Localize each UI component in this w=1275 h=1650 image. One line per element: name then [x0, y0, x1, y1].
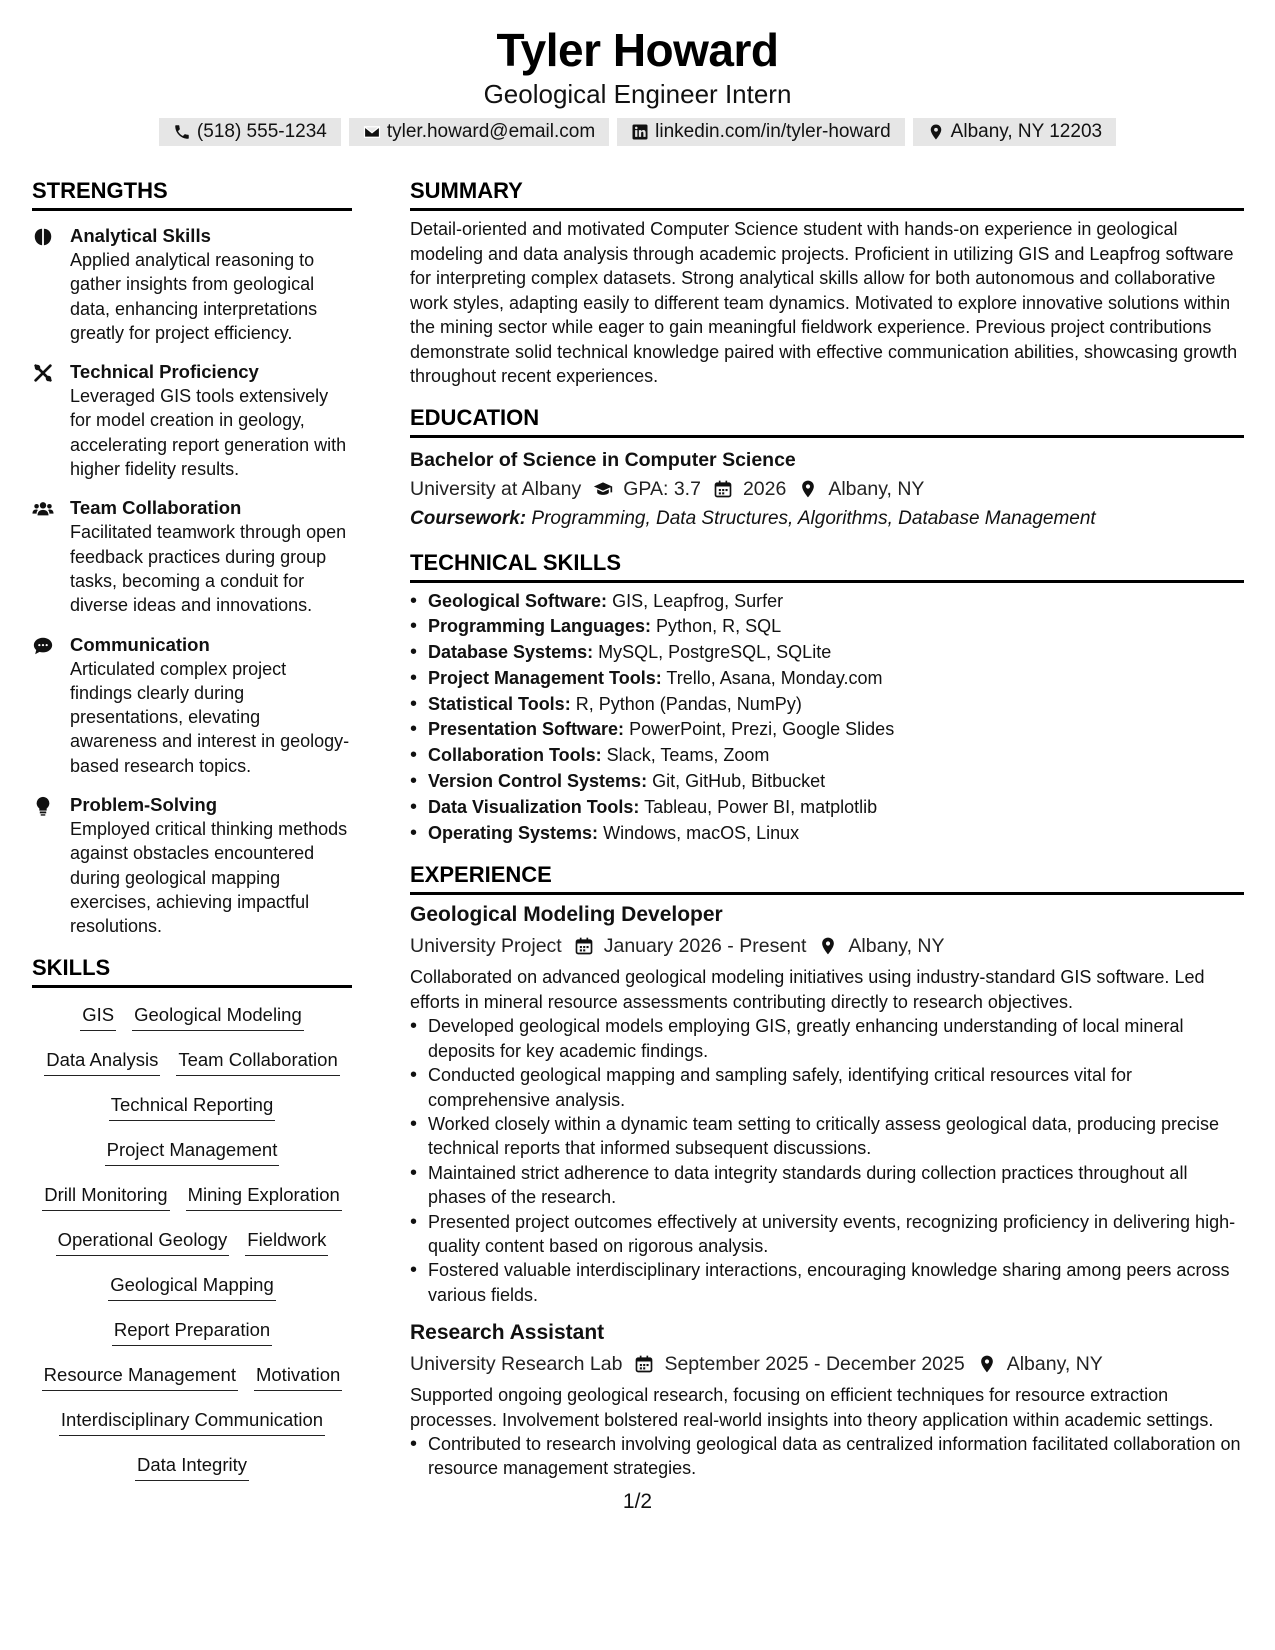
- strength-item: [32, 495, 352, 617]
- list-item: • Worked closely within a dynamic team setting to critically assess geological data, producing precise technical reports that informed subsequent discussions.: [410, 1112, 1244, 1161]
- left-column: [32, 176, 352, 1495]
- technical-skills-list: [410, 589, 1244, 847]
- list-item: • Developed geological models employing GIS, greatly enhancing understanding of local mineral deposits for key academic findings.: [410, 1014, 1244, 1063]
- phone-icon: [173, 123, 191, 141]
- contact-phone[interactable]: [159, 118, 341, 146]
- coursework-label: Coursework:: [410, 507, 527, 529]
- skill-pill: Geological Mapping: [108, 1270, 276, 1301]
- skill-pill: Mining Exploration: [186, 1180, 342, 1211]
- list-item: • Geological Software: GIS, Leapfrog, Surfer: [410, 589, 1244, 615]
- job-meta: [410, 931, 1244, 961]
- job-org: University Project: [410, 935, 562, 958]
- resume-header: [0, 22, 1275, 146]
- skills-list: [32, 1000, 352, 1495]
- map-pin-icon: [977, 1354, 997, 1374]
- job-location: Albany, NY: [1006, 1353, 1103, 1376]
- job-title: Research Assistant: [410, 1321, 605, 1345]
- map-pin-icon: [798, 479, 818, 499]
- strengths-list: [32, 223, 352, 939]
- education-meta: [410, 474, 1244, 504]
- strength-title: Problem-Solving: [70, 794, 217, 816]
- list-item: • Database Systems: MySQL, PostgreSQL, SQLite: [410, 640, 1244, 666]
- skill-pill: Report Preparation: [112, 1315, 272, 1346]
- contact-linkedin-text: linkedin.com/in/tyler-howard: [655, 121, 891, 142]
- list-item: • Statistical Tools: R, Python (Pandas, NumPy): [410, 692, 1244, 718]
- strength-title: Technical Proficiency: [70, 361, 259, 383]
- list-item: • Contributed to research involving geological data as centralized information facilitated collaboration on resource management strategies.: [410, 1432, 1244, 1481]
- strength-desc: Articulated complex project findings clearly during presentations, elevating awareness and interest in geology-based research topics.: [70, 658, 350, 776]
- skill-pill: Technical Reporting: [109, 1090, 275, 1121]
- skill-pill: Geological Modeling: [132, 1000, 304, 1031]
- skill-pill: Data Integrity: [135, 1450, 249, 1481]
- strengths-heading: STRENGTHS: [32, 176, 352, 211]
- list-item: • Version Control Systems: Git, GitHub, Bitbucket: [410, 769, 1244, 795]
- skills-heading: SKILLS: [32, 953, 352, 988]
- job-title: Geological Modeling Developer: [410, 903, 723, 927]
- skill-pill: Project Management: [105, 1135, 280, 1166]
- summary-text: Detail-oriented and motivated Computer Science student with hands-on experience in geological modeling and data analysis through academic projects. Proficient in utilizing GIS and Leapfrog software for interpreting complex datasets. Strong analytical skills allow for both autonomous and collaborative work styles, adapting easily to different team dynamics. Motivated to explore innovative solutions within the mining sector while eager to gain meaningful fieldwork experience. Previous project contributions demonstrate solid technical knowledge paired with effective communication abilities, showcasing growth throughout recent experiences.: [410, 219, 1238, 386]
- education-year: 2026: [742, 477, 787, 500]
- list-item: • Programming Languages: Python, R, SQL: [410, 614, 1244, 640]
- skill-row: [80, 1000, 304, 1045]
- list-item: • Presentation Software: PowerPoint, Prezi, Google Slides: [410, 717, 1244, 743]
- skill-row: [42, 1180, 342, 1225]
- strength-title: Team Collaboration: [70, 497, 242, 519]
- list-item: • Operating Systems: Windows, macOS, Linux: [410, 821, 1244, 847]
- calendar-icon: [574, 936, 594, 956]
- skill-row: [109, 1090, 275, 1135]
- contact-bar: [0, 118, 1275, 146]
- technical-skills-heading: TECHNICAL SKILLS: [410, 548, 1244, 583]
- coursework-list: Programming, Data Structures, Algorithms, Database Management: [531, 507, 1096, 529]
- summary-heading: SUMMARY: [410, 176, 1244, 211]
- strength-title: Communication: [70, 633, 210, 655]
- users-icon: [32, 498, 54, 520]
- calendar-icon: [713, 479, 733, 499]
- contact-location: [913, 118, 1116, 146]
- education-coursework: [410, 504, 1244, 534]
- job-dates: September 2025 - December 2025: [664, 1353, 965, 1376]
- contact-email[interactable]: [349, 118, 609, 146]
- skill-pill: Motivation: [254, 1360, 342, 1391]
- skill-row: [112, 1315, 272, 1360]
- education-gpa: GPA: 3.7: [623, 477, 701, 500]
- page-number: 1/2: [622, 1490, 653, 1513]
- skill-pill: Drill Monitoring: [42, 1180, 169, 1211]
- strength-item: [32, 223, 352, 345]
- strength-desc: Leveraged GIS tools extensively for model creation in geology, accelerating report generation with higher fidelity results.: [70, 386, 347, 480]
- job-entry: [410, 899, 1244, 1307]
- contact-phone-text: (518) 555-1234: [196, 121, 327, 142]
- job-location: Albany, NY: [848, 935, 945, 958]
- job-description: Collaborated on advanced geological modeling initiatives using industry-standard GIS software. Led efforts in mineral resource assessments contributing directly to research objectives.: [410, 967, 1205, 1012]
- strength-item: [32, 632, 352, 778]
- education-heading: EDUCATION: [410, 403, 1244, 438]
- education-location: Albany, NY: [828, 477, 925, 500]
- strength-item: [32, 792, 352, 938]
- list-item: • Fostered valuable interdisciplinary interactions, encouraging knowledge sharing among peers across various fields.: [410, 1258, 1244, 1307]
- skill-row: [44, 1045, 340, 1090]
- skill-pill: Team Collaboration: [176, 1045, 339, 1076]
- tools-icon: [32, 362, 54, 384]
- list-item: • Project Management Tools: Trello, Asana, Monday.com: [410, 666, 1244, 692]
- education-degree: Bachelor of Science in Computer Science: [410, 448, 796, 471]
- envelope-icon: [363, 123, 381, 141]
- education-school: University at Albany: [410, 477, 582, 500]
- job-description: Supported ongoing geological research, focusing on efficient techniques for resource extraction processes. Involvement bolstered real-world insights into theory application within academic settings.: [410, 1385, 1214, 1430]
- skill-pill: Operational Geology: [56, 1225, 230, 1256]
- skill-row: [135, 1450, 249, 1495]
- list-item: • Conducted geological mapping and sampling safely, identifying critical resources vital for comprehensive analysis.: [410, 1063, 1244, 1112]
- job-bullets: [410, 1014, 1244, 1307]
- skill-row: [56, 1225, 329, 1270]
- skill-pill: Data Analysis: [44, 1045, 160, 1076]
- skill-pill: Interdisciplinary Communication: [59, 1405, 325, 1436]
- map-pin-icon: [818, 936, 838, 956]
- strength-title: Analytical Skills: [70, 225, 211, 246]
- candidate-role: Geological Engineer Intern: [483, 79, 792, 109]
- list-item: • Collaboration Tools: Slack, Teams, Zoom: [410, 743, 1244, 769]
- list-item: • Maintained strict adherence to data integrity standards during collection practices throughout all phases of the research.: [410, 1161, 1244, 1210]
- contact-linkedin[interactable]: [617, 118, 905, 146]
- skill-pill: Resource Management: [42, 1360, 238, 1391]
- lightbulb-icon: [32, 795, 54, 817]
- skill-row: [105, 1135, 280, 1180]
- skill-pill: GIS: [80, 1000, 116, 1031]
- calendar-icon: [634, 1354, 654, 1374]
- brain-icon: [32, 226, 54, 248]
- job-meta: [410, 1349, 1244, 1379]
- strength-item: [32, 359, 352, 481]
- skill-row: [42, 1360, 343, 1405]
- candidate-name: Tyler Howard: [496, 24, 779, 76]
- skill-pill: Fieldwork: [245, 1225, 328, 1256]
- map-pin-icon: [927, 123, 945, 141]
- speech-bubble-icon: [32, 635, 54, 657]
- strength-desc: Applied analytical reasoning to gather insights from geological data, enhancing interpretations greatly for project efficiency.: [70, 250, 318, 343]
- strength-desc: Facilitated teamwork through open feedback practices during group tasks, becoming a conduit for diverse ideas and innovations.: [70, 522, 347, 616]
- graduation-cap-icon: [593, 479, 613, 499]
- skill-row: [108, 1270, 276, 1315]
- job-org: University Research Lab: [410, 1353, 623, 1376]
- linkedin-icon: [631, 123, 649, 141]
- job-entry: [410, 1317, 1244, 1481]
- experience-heading: EXPERIENCE: [410, 860, 1244, 895]
- job-dates: January 2026 - Present: [603, 935, 807, 958]
- strength-desc: Employed critical thinking methods against obstacles encountered during geological mapping exercises, achieving impactful resolutions.: [70, 819, 348, 937]
- list-item: • Presented project outcomes effectively at university events, recognizing proficiency in delivering high-quality content based on rigorous analysis.: [410, 1210, 1244, 1259]
- right-column: [410, 176, 1244, 1491]
- job-bullets: [410, 1432, 1244, 1481]
- contact-email-text: tyler.howard@email.com: [386, 121, 596, 142]
- skill-row: [59, 1405, 325, 1450]
- list-item: • Data Visualization Tools: Tableau, Power BI, matplotlib: [410, 795, 1244, 821]
- contact-location-text: Albany, NY 12203: [950, 121, 1103, 142]
